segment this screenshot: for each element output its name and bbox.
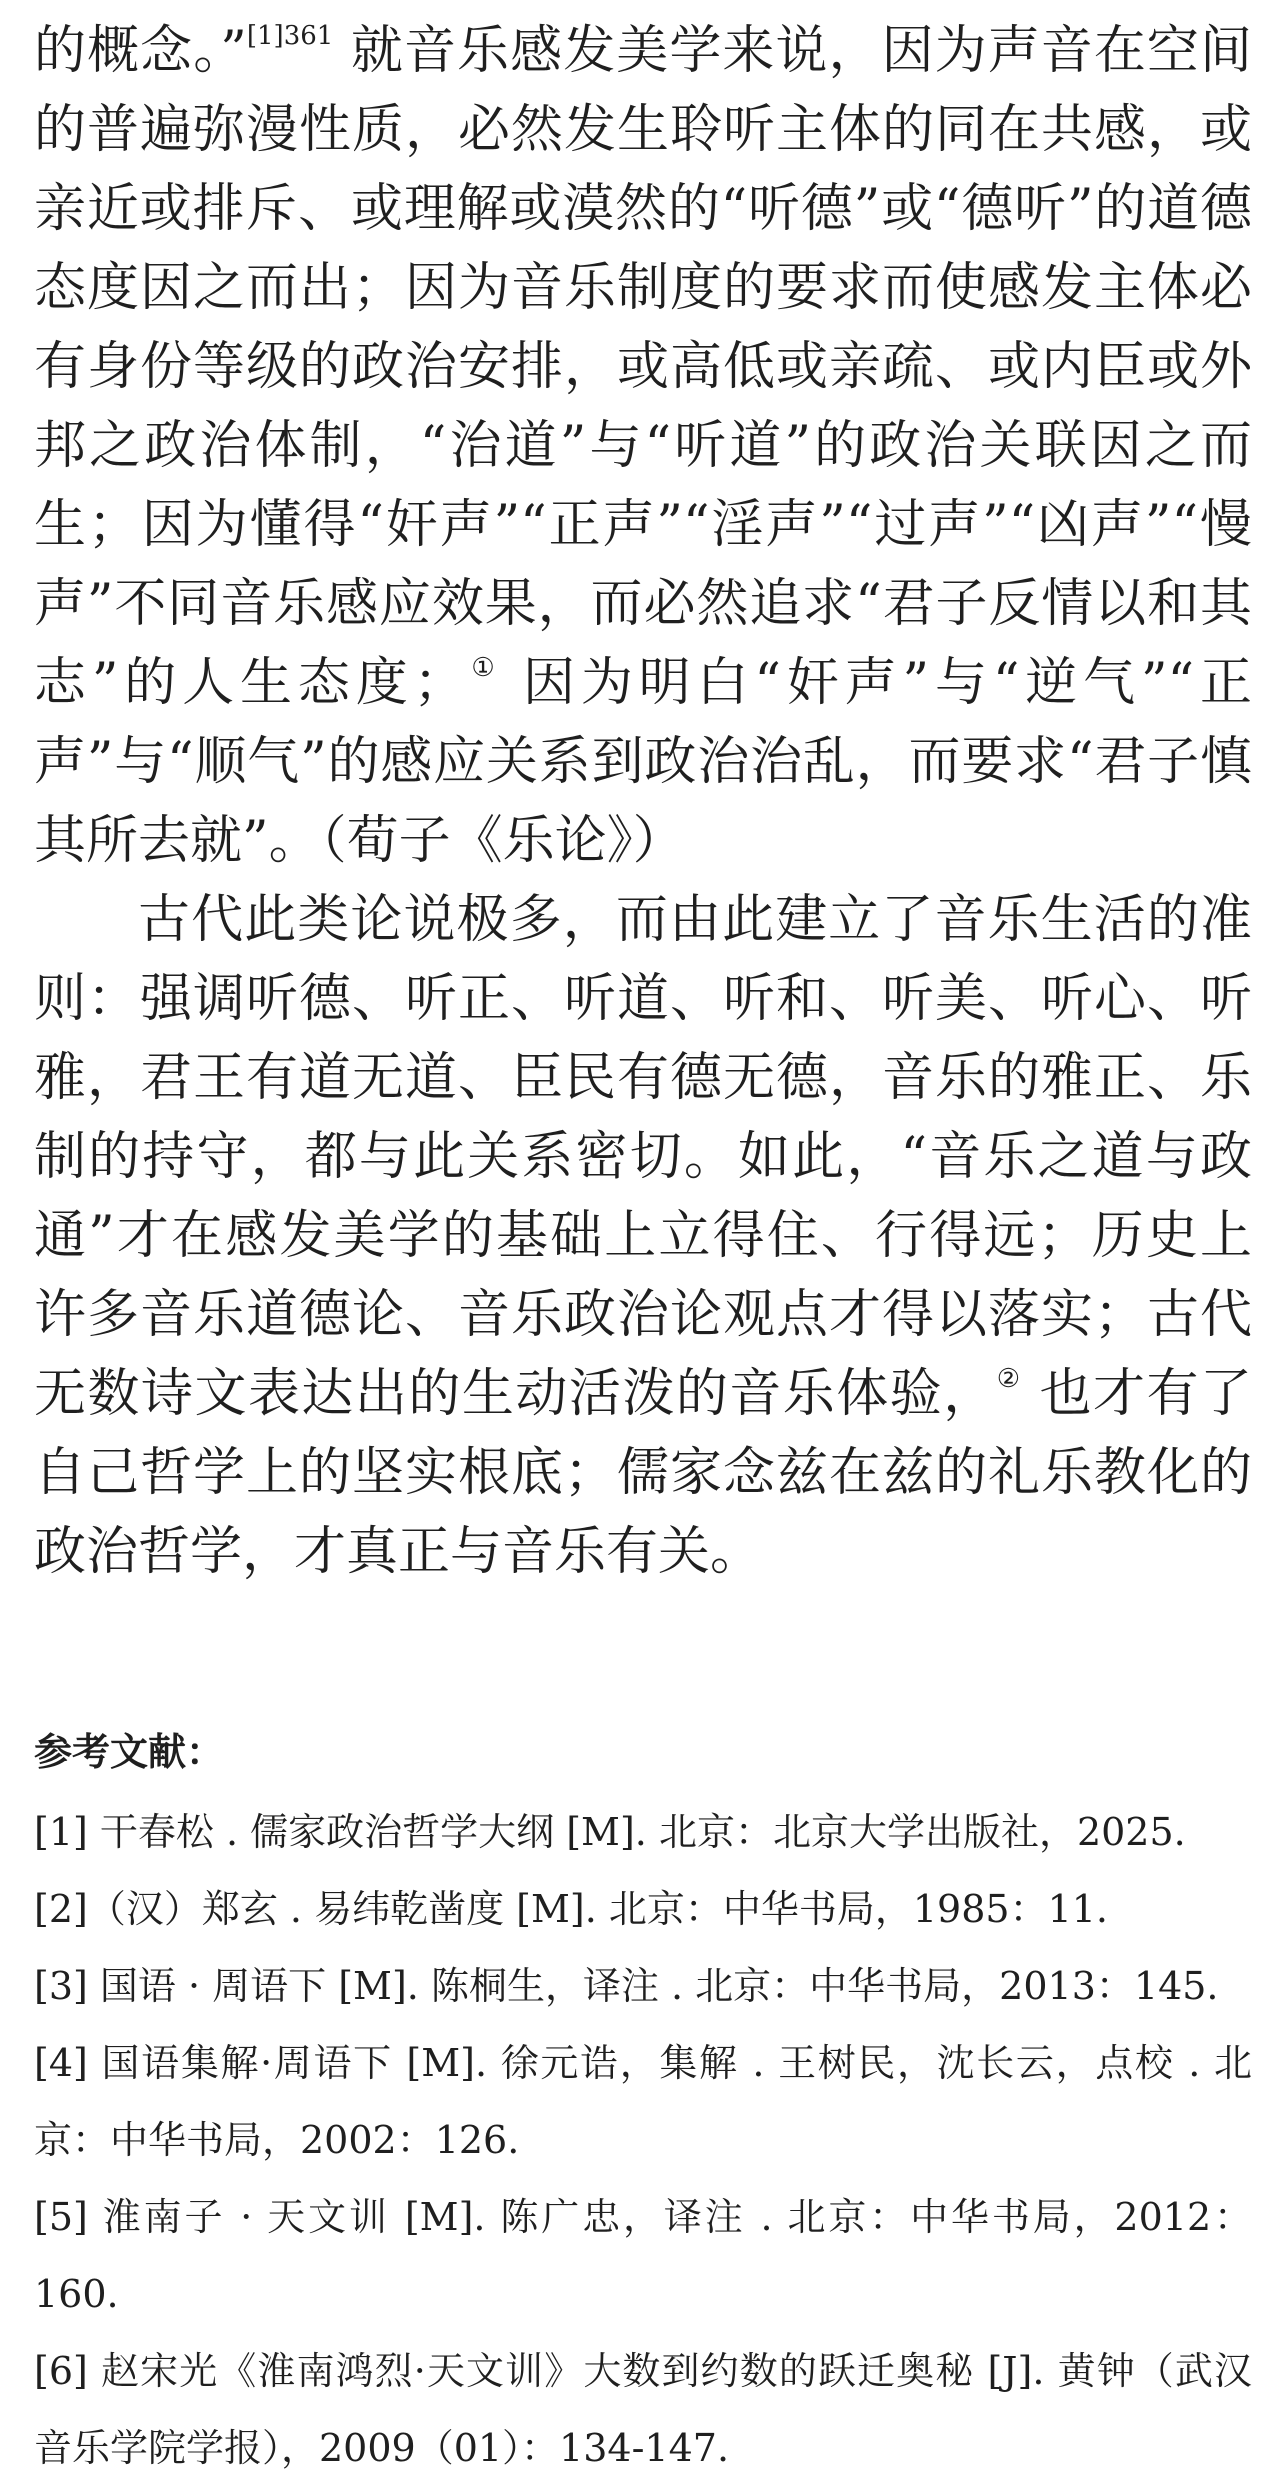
references-title: 参考文献： bbox=[34, 1730, 225, 1774]
body-text bbox=[34, 0, 1252, 1592]
paragraph-1-part-b: 就音乐感发美学来说，因为声音在空间的普遍弥漫性质，必然发生聆听主体的同在共感，或亲近或排斥、或理解或漠然的“听德”或“德听”的道德态度因之而出；因为音乐制度的要求而使感发主体必有身份等级的政治安排，或高低或亲疏、或内臣或外邦之政治体制，“治道”与“听道”的政治关联因之而生；因为懂得“奸声”“正声”“淫声”“过声”“凶声”“慢声”不同音乐感应效果，而必然追求“君子反情以和其志”的人生态度； bbox=[34, 21, 1252, 713]
reference-item: [2]（汉）郑玄 . 易纬乾凿度 [M]. 北京：中华书局，1985：11. bbox=[34, 1887, 1109, 1931]
reference-item: [4] 国语集解·周语下 [M]. 徐元诰，集解 . 王树民，沈长云，点校 . 北京：中华书局，2002：126. bbox=[34, 2041, 1252, 2162]
paragraph-2-part-b: 也才有了自己哲学上的坚实根底；儒家念兹在兹的礼乐教化的政治哲学，才真正与音乐有关。 bbox=[34, 1364, 1252, 1582]
paragraph-2-part-a: 古代此类论说极多，而由此建立了音乐生活的准则：强调听德、听正、听道、听和、听美、听心、听雅，君王有道无道、臣民有德无德，音乐的雅正、乐制的持守，都与此关系密切。如此，“音乐之道与政通”才在感发美学的基础上立得住、行得远；历史上许多音乐道德论、音乐政治论观点才得以落实；古代无数诗文表达出的生动活泼的音乐体验， bbox=[34, 890, 1252, 1424]
paragraph-1-part-c: 因为明白“奸声”与“逆气”“正声”与“顺气”的感应关系到政治治乱，而要求“君子慎其所去就”。（荀子《乐论》） bbox=[34, 653, 1252, 871]
footnote-marker-1[interactable]: ① bbox=[465, 653, 501, 683]
paragraph-1 bbox=[34, 12, 1252, 881]
reference-item: [3] 国语 · 周语下 [M]. 陈桐生，译注 . 北京：中华书局，2013：145. bbox=[34, 1964, 1219, 2008]
reference-item: [1] 干春松 . 儒家政治哲学大纲 [M]. 北京：北京大学出版社，2025. bbox=[34, 1810, 1186, 1854]
reference-item: [5] 淮南子 · 天文训 [M]. 陈广忠，译注 . 北京：中华书局，2012：160. bbox=[34, 2195, 1252, 2316]
citation-marker[interactable]: [1]361 bbox=[246, 21, 334, 51]
paragraph-2 bbox=[34, 881, 1252, 1592]
references-section bbox=[34, 1722, 1252, 2487]
paragraph-1-part-a: 的概念。” bbox=[34, 21, 247, 81]
document-page bbox=[34, 0, 1252, 2470]
reference-item: [6] 赵宋光《淮南鸿烈·天文训》大数到约数的跃迁奥秘 [J]. 黄钟（武汉音乐学院学报），2009（01）：134-147. bbox=[34, 2349, 1252, 2470]
footnote-marker-2[interactable]: ② bbox=[996, 1364, 1022, 1394]
